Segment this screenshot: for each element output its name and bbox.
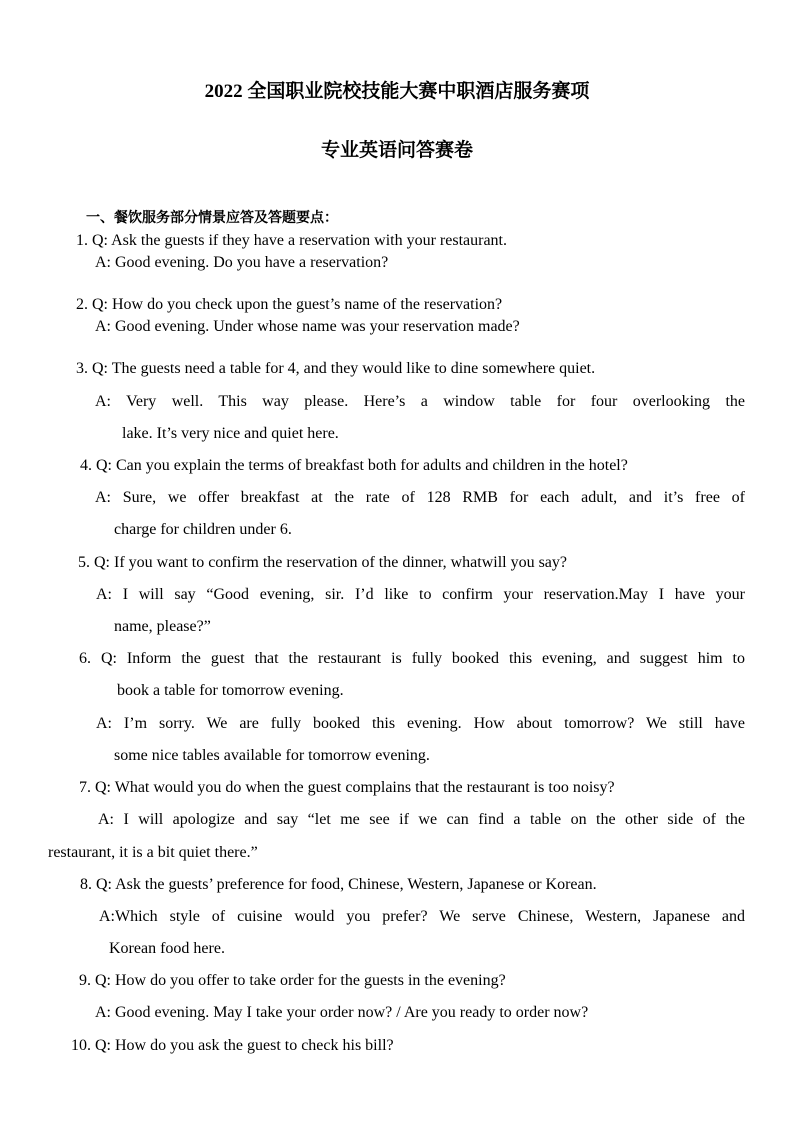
item-8-question: 8. Q: Ask the guests’ preference for food, Chinese, Western, Japanese or Korean. — [80, 876, 597, 893]
item-4-answer-line-1: A: Sure, we offer breakfast at the rate of 128 RMB for each adult, and it’s free of — [95, 489, 745, 506]
item-1-answer: A: Good evening. Do you have a reservation? — [95, 254, 389, 271]
section-heading: 一、餐饮服务部分情景应答及答题要点： — [86, 211, 338, 226]
item-5-answer-line-1: A: I will say “Good evening, sir. I’d like to confirm your reservation.May I have your — [96, 586, 745, 603]
item-2-answer: A: Good evening. Under whose name was your reservation made? — [95, 318, 520, 335]
document-subtitle: 专业英语问答赛卷 — [320, 140, 473, 161]
item-8-answer-line-2: Korean food here. — [109, 940, 225, 957]
item-10-question: 10. Q: How do you ask the guest to check his bill? — [71, 1037, 394, 1054]
item-7-answer-line-1: A: I will apologize and say “let me see if we can find a table on the other side of the — [98, 811, 745, 828]
item-3-answer-line-2: lake. It’s very nice and quiet here. — [122, 425, 339, 442]
item-9-question: 9. Q: How do you offer to take order for the guests in the evening? — [79, 972, 506, 989]
item-5-question: 5. Q: If you want to confirm the reservation of the dinner, whatwill you say? — [78, 554, 568, 571]
item-7-answer-line-2: restaurant, it is a bit quiet there.” — [48, 844, 258, 861]
item-5-answer-line-2: name, please?” — [114, 618, 211, 635]
item-1-question: 1. Q: Ask the guests if they have a reservation with your restaurant. — [76, 232, 507, 249]
item-6-answer-line-1: A: I’m sorry. We are fully booked this evening. How about tomorrow? We still have — [96, 715, 745, 732]
item-4-question: 4. Q: Can you explain the terms of breakfast both for adults and children in the hotel? — [80, 457, 628, 474]
item-3-answer-line-1: A: Very well. This way please. Here’s a window table for four overlooking the — [95, 393, 745, 410]
item-4-answer-line-2: charge for children under 6. — [114, 521, 292, 538]
item-7-question: 7. Q: What would you do when the guest complains that the restaurant is too noisy? — [79, 779, 615, 796]
item-3-question: 3. Q: The guests need a table for 4, and they would like to dine somewhere quiet. — [76, 360, 596, 377]
item-8-answer-line-1: A:Which style of cuisine would you prefer? We serve Chinese, Western, Japanese and — [99, 908, 745, 925]
item-2-question: 2. Q: How do you check upon the guest’s name of the reservation? — [76, 296, 503, 313]
item-6-question-line-1: 6. Q: Inform the guest that the restaurant is fully booked this evening, and suggest him to — [79, 650, 746, 667]
item-9-answer: A: Good evening. May I take your order now? / Are you ready to order now? — [95, 1004, 589, 1021]
item-6-answer-line-2: some nice tables available for tomorrow evening. — [114, 747, 430, 764]
item-6-question-line-2: book a table for tomorrow evening. — [117, 682, 344, 699]
document-title: 2022 全国职业院校技能大赛中职酒店服务赛项 — [204, 81, 590, 102]
